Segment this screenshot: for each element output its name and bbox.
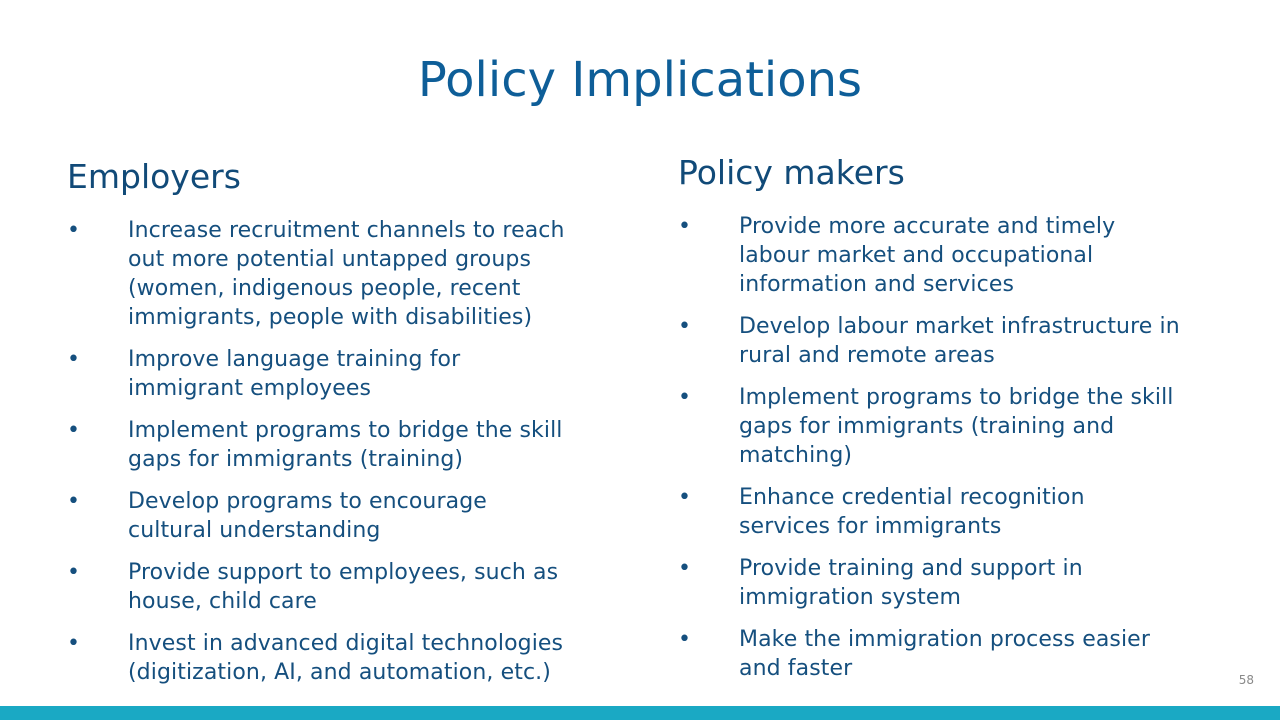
employers-bullet-item	[67, 416, 647, 474]
employers-heading: Employers	[67, 157, 241, 196]
bullet-text: Invest in advanced digital technologies (digitization, AI, and automation, etc.)	[128, 631, 564, 685]
bullet-text: Implement programs to bridge the skill gaps for immigrants (training and matching)	[739, 385, 1174, 468]
employers-bullet-item	[67, 558, 647, 616]
policy-makers-bullet-item	[678, 383, 1258, 470]
bullet-text: Increase recruitment channels to reach out more potential untapped groups (women, indigenous people, recent immigrants, people with disabilities)	[128, 218, 565, 330]
employers-bullet-item	[67, 487, 647, 545]
bullet-icon: •	[67, 347, 81, 372]
bullet-icon: •	[678, 214, 692, 239]
bullet-text: Provide more accurate and timely labour market and occupational information and services	[739, 214, 1116, 297]
policy-makers-bullet-item	[678, 483, 1258, 541]
bullet-icon: •	[67, 489, 81, 514]
bullet-icon: •	[67, 418, 81, 443]
bullet-icon: •	[67, 560, 81, 585]
bullet-text: Improve language training for immigrant employees	[128, 347, 461, 401]
slide-number: 58	[1238, 673, 1254, 687]
employers-bullet-item	[67, 216, 647, 332]
policy-makers-column	[678, 146, 1258, 696]
policy-makers-bullet-list	[678, 212, 1258, 683]
bullet-icon: •	[678, 627, 692, 652]
employers-column	[67, 150, 647, 700]
bullet-icon: •	[678, 314, 692, 339]
bullet-text: Provide training and support in immigration system	[739, 556, 1083, 610]
employers-bullet-item	[67, 345, 647, 403]
policy-makers-bullet-item	[678, 312, 1258, 370]
policy-makers-bullet-item	[678, 212, 1258, 299]
employers-bullet-item	[67, 629, 647, 687]
bullet-text: Develop programs to encourage cultural understanding	[128, 489, 487, 543]
employers-bullet-list	[67, 216, 647, 687]
bullet-icon: •	[678, 385, 692, 410]
bullet-text: Develop labour market infrastructure in rural and remote areas	[739, 314, 1180, 368]
policy-makers-bullet-item	[678, 625, 1258, 683]
bullet-text: Enhance credential recognition services for immigrants	[739, 485, 1085, 539]
bullet-icon: •	[67, 631, 81, 656]
policy-makers-heading: Policy makers	[678, 153, 905, 192]
bottom-accent-bar	[0, 706, 1280, 720]
slide-title: Policy Implications	[417, 52, 863, 108]
bullet-text: Make the immigration process easier and faster	[739, 627, 1150, 681]
bullet-icon: •	[678, 485, 692, 510]
policy-makers-bullet-item	[678, 554, 1258, 612]
bullet-icon: •	[678, 556, 692, 581]
bullet-text: Implement programs to bridge the skill gaps for immigrants (training)	[128, 418, 563, 472]
bullet-icon: •	[67, 218, 81, 243]
bullet-text: Provide support to employees, such as house, child care	[128, 560, 559, 614]
